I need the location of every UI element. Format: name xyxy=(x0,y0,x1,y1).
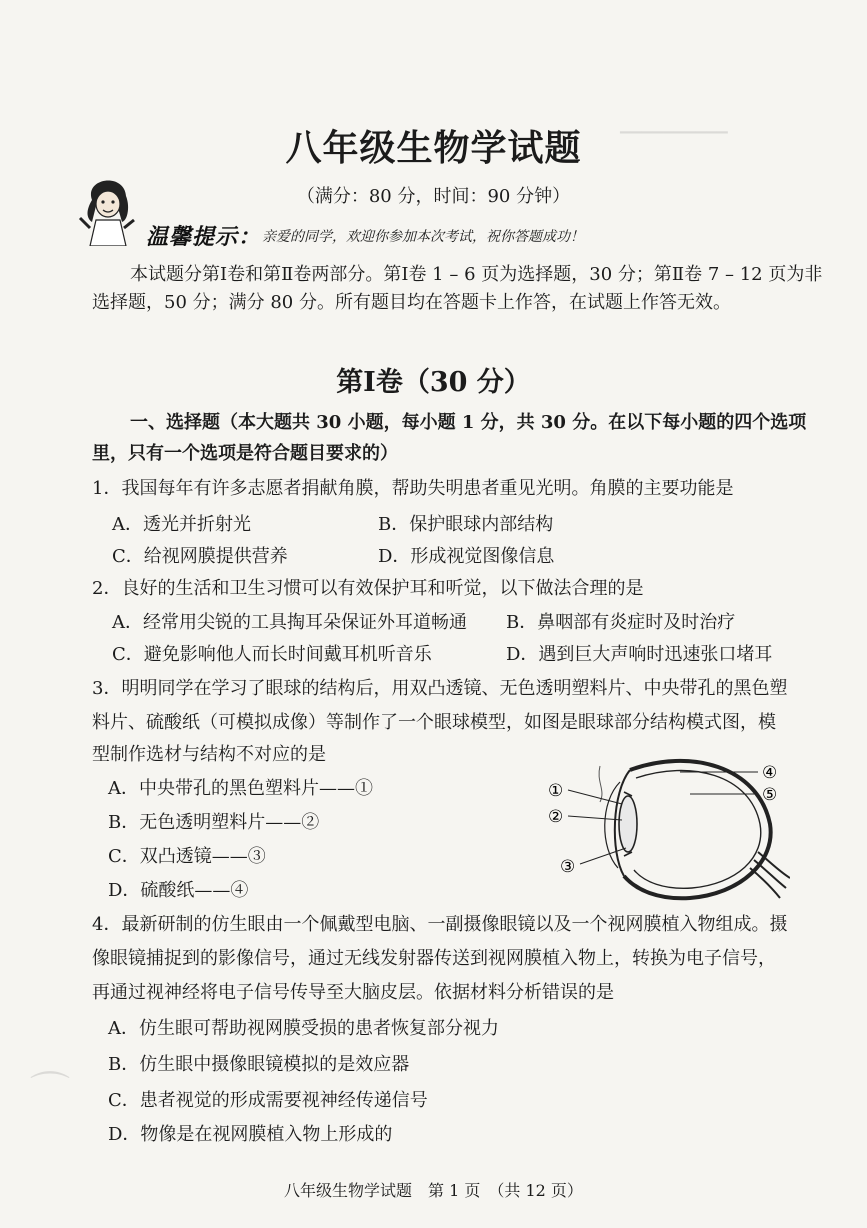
question-4-option-a: A．仿生眼可帮助视网膜受损的患者恢复部分视力 xyxy=(108,1018,499,1039)
label-4: ④ xyxy=(762,763,778,783)
question-3-stem-line-3: 型制作选材与结构不对应的是 xyxy=(92,744,326,765)
question-4-option-c: C．患者视觉的形成需要视神经传递信号 xyxy=(108,1090,428,1111)
question-3-stem-line-2: 料片、硫酸纸（可模拟成像）等制作了一个眼球模型，如图是眼球部分结构模式图，模 xyxy=(92,712,776,733)
page-title: 八年级生物学试题 xyxy=(285,127,582,169)
question-3-option-c: C．双凸透镜——③ xyxy=(108,846,266,867)
question-3-option-b: B．无色透明塑料片——② xyxy=(108,812,320,833)
question-4-option-b: B．仿生眼中摄像眼镜模拟的是效应器 xyxy=(108,1054,410,1075)
eye-diagram xyxy=(540,752,790,902)
section-instruction-2: 里，只有一个选项是符合题目要求的） xyxy=(92,443,398,464)
question-1-option-b: B．保护眼球内部结构 xyxy=(378,514,554,535)
question-3-option-a: A．中央带孔的黑色塑料片——① xyxy=(108,778,373,799)
page-footer: 八年级生物学试题 第 1 页 （共 12 页） xyxy=(284,1181,583,1200)
question-3-stem-line-1: 3．明明同学在学习了眼球的结构后，用双凸透镜、无色透明塑料片、中央带孔的黑色塑 xyxy=(92,678,788,699)
question-4-stem-line-3: 再通过视神经将电子信号传导至大脑皮层。依据材料分析错误的是 xyxy=(92,982,614,1003)
question-4-stem-line-1: 4．最新研制的仿生眼由一个佩戴型电脑、一副摄像眼镜以及一个视网膜植入物组成。摄 xyxy=(92,914,788,935)
cartoon-girl-icon xyxy=(78,170,136,246)
tip-text: 亲爱的同学，欢迎你参加本次考试，祝你答题成功！ xyxy=(262,229,584,245)
question-1-option-c: C．给视网膜提供营养 xyxy=(112,546,288,567)
question-2-option-a: A．经常用尖锐的工具掏耳朵保证外耳道畅通 xyxy=(112,612,467,633)
question-1-stem: 1．我国每年有许多志愿者捐献角膜，帮助失明患者重见光明。角膜的主要功能是 xyxy=(92,478,734,499)
question-1-option-a: A．透光并折射光 xyxy=(112,514,251,535)
question-3-option-d: D．硫酸纸——④ xyxy=(108,880,249,901)
page-subtitle: （满分：80 分，时间：90 分钟） xyxy=(296,186,571,207)
question-2-stem: 2．良好的生活和卫生习惯可以有效保护耳和听觉，以下做法合理的是 xyxy=(92,578,644,599)
bleed-through: ▁▁▁▁▁▁▁▁▁▁ xyxy=(620,118,728,134)
intro-line-2: 选择题，50 分；满分 80 分。所有题目均在答题卡上作答，在试题上作答无效。 xyxy=(92,292,731,313)
question-1-option-d: D．形成视觉图像信息 xyxy=(378,546,555,567)
section-title: 第Ⅰ卷（30 分） xyxy=(336,367,531,398)
question-4-stem-line-2: 像眼镜捕捉到的影像信号，通过无线发射器传送到视网膜植入物上，转换为电子信号， xyxy=(92,948,776,969)
question-2-option-c: C．避免影响他人而长时间戴耳机听音乐 xyxy=(112,644,432,665)
question-4-option-d: D．物像是在视网膜植入物上形成的 xyxy=(108,1124,393,1145)
intro-line-1: 本试题分第Ⅰ卷和第Ⅱ卷两部分。第Ⅰ卷 1 – 6 页为选择题，30 分；第Ⅱ卷 7 – 12 页为非 xyxy=(130,264,823,285)
question-2-option-b: B．鼻咽部有炎症时及时治疗 xyxy=(506,612,736,633)
section-instruction-1: 一、选择题（本大题共 30 小题，每小题 1 分，共 30 分。在以下每小题的四个选项 xyxy=(130,412,807,433)
tip-label: 温馨提示： xyxy=(146,224,262,250)
label-2: ② xyxy=(548,807,564,827)
label-3: ③ xyxy=(560,857,576,877)
question-2-option-d: D．遇到巨大声响时迅速张口堵耳 xyxy=(506,644,773,665)
bleed-through-mark: ⌒ xyxy=(30,1069,70,1115)
label-5: ⑤ xyxy=(762,785,778,805)
label-1: ① xyxy=(548,781,564,801)
